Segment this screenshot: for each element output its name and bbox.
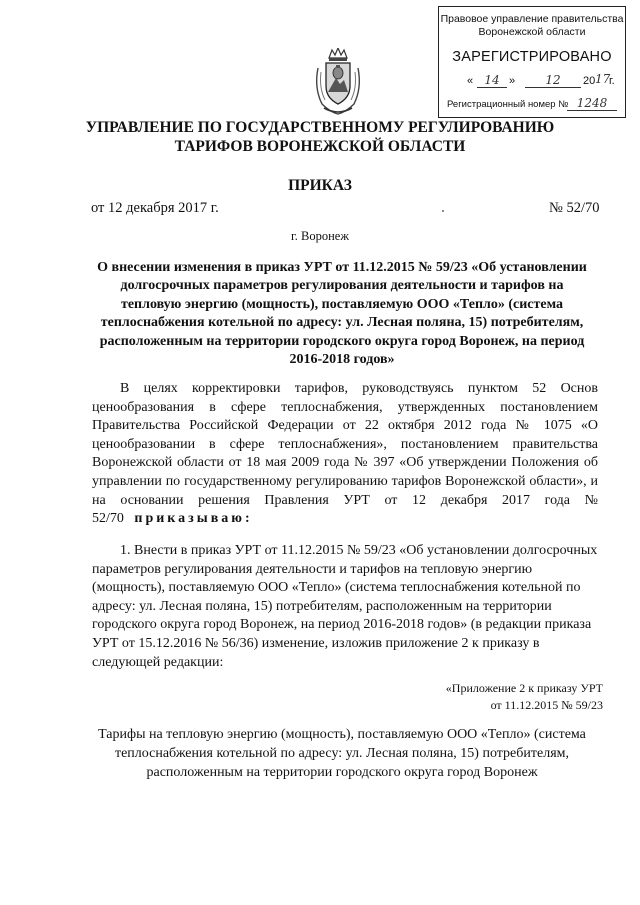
stamp-year: 17 — [595, 72, 611, 86]
stamp-organization: Правовое управление правительства Воронежской области — [440, 13, 624, 38]
registration-stamp — [438, 6, 626, 118]
order-word: приказываю: — [134, 511, 253, 527]
appendix-reference: «Приложение 2 к приказу УРТ от 11.12.2015 № 59/23 — [445, 681, 603, 712]
preamble-paragraph: В целях корректировки тарифов, руководствуясь пунктом 52 Основ ценообразования в сфере теплоснабжения, утвержденных постановлением Правительства Российской Федерации от 22 октября 2012 года № 1075 «О ценообразовании в сфере теплоснабжения», постановлением правительства Воронежской области от 18 мая 2009 года № 397 «Об утверждении Положения об управлении по государственному регулированию тарифов Воронежской области», и на основании решения Правления УРТ от 12 декабря 2017 года № 52/70 приказываю: — [92, 381, 598, 527]
document-subject: О внесении изменения в приказ УРТ от 11.12.2015 № 59/23 «Об установлении долгосрочных параметров регулирования деятельности и тарифов на тепловую энергию (мощность), поставляемую ООО «Тепло» (система теплоснабжения котельной по адресу: ул. Лесная поляна, 15) потребителям, расположенным на территории городского округа город Воронеж, на период 2016-2018 годов» — [97, 260, 587, 368]
stamp-day: 14 — [477, 73, 507, 88]
item-1-paragraph: 1. Внести в приказ УРТ от 11.12.2015 № 59/23 «Об установлении долгосрочных параметров регулирования деятельности и тарифов на тепловую энергию (мощность), поставляемую ООО «Тепло» (система теплоснабжения котельной по адресу: ул. Лесная поляна, 15) потребителям, расположенным на территории городского округа город Воронеж, на период 2016-2018 годов» (в редакции приказа УРТ от 15.12.2016 № 56/36) изменение, изложив приложение 2 к приказу в следующей редакции: — [92, 543, 598, 670]
coat-of-arms-icon — [312, 48, 364, 118]
document-city: г. Воронеж — [291, 229, 349, 243]
document-date: от 12 декабря 2017 г. — [91, 200, 219, 216]
document-type: ПРИКАЗ — [288, 177, 352, 194]
stamp-date: « 14 » 12 20 17 г. — [467, 72, 615, 87]
scan-speck — [442, 210, 444, 212]
stamp-reg-number-value: 1248 — [567, 96, 617, 111]
stamp-month: 12 — [525, 73, 581, 88]
stamp-reg-number: Регистрационный номер № 1248 — [439, 97, 625, 113]
document-number: № 52/70 — [549, 200, 600, 216]
stamp-registered-label: ЗАРЕГИСТРИРОВАНО — [452, 49, 612, 65]
agency-name: УПРАВЛЕНИЕ ПО ГОСУДАРСТВЕННОМУ РЕГУЛИРОВАНИЮ ТАРИФОВ ВОРОНЕЖСКОЙ ОБЛАСТИ — [85, 119, 555, 155]
tariff-title: Тарифы на тепловую энергию (мощность), поставляемую ООО «Тепло» (система теплоснабжения котельной по адресу: ул. Лесная поляна, 15) потребителям, расположенным на территории городского округа город Воронеж — [98, 727, 586, 780]
